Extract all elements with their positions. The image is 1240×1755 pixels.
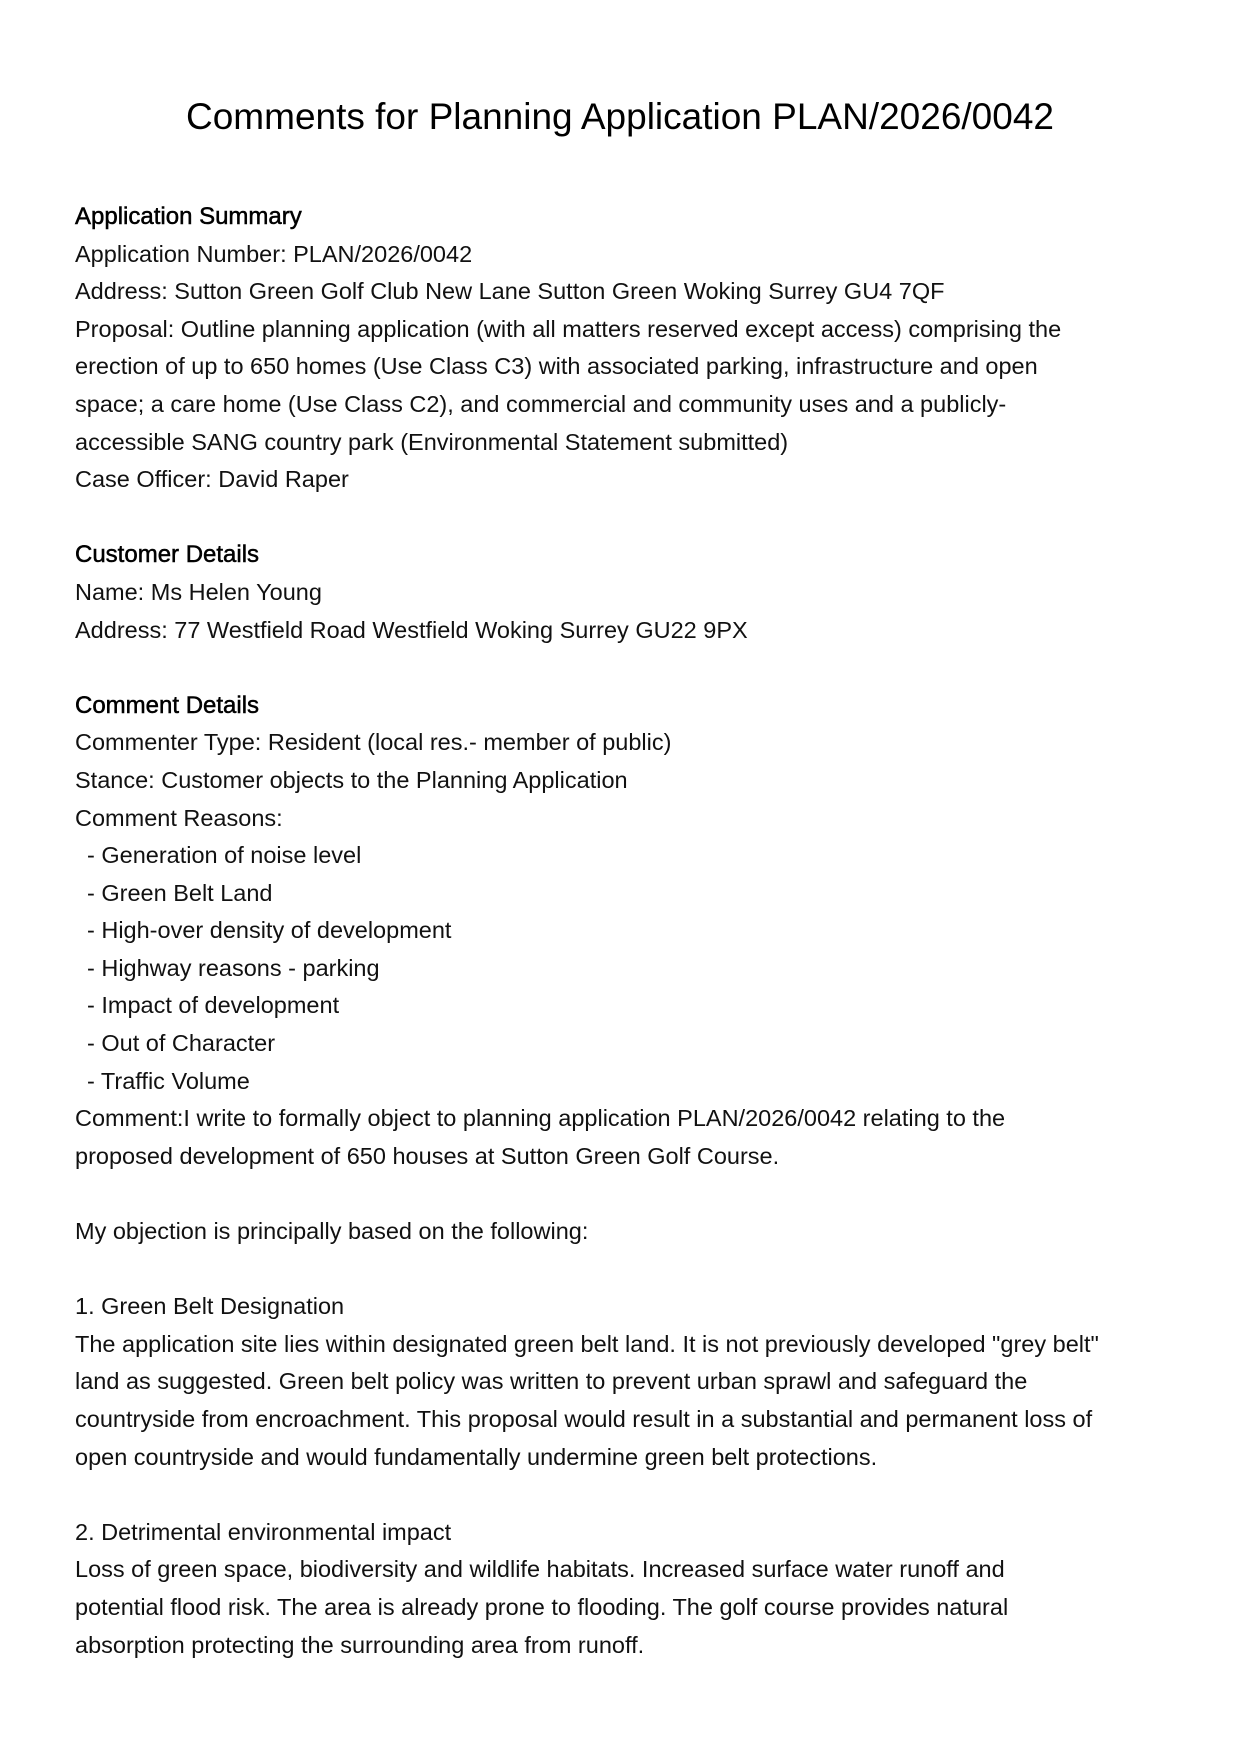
application-number: Application Number: PLAN/2026/0042 [75, 240, 473, 267]
customer-name: Name: Ms Helen Young [75, 578, 322, 605]
comment-details-heading: Comment Details [75, 691, 260, 719]
spacer [75, 1476, 1175, 1514]
list-item: - Highway reasons - parking [87, 954, 380, 981]
comment-reasons-list [75, 837, 1175, 1100]
comment-reasons-label: Comment Reasons: [75, 804, 283, 831]
objection-line: potential flood risk. The area is already prone to flooding. The golf course provides natural [75, 1593, 1009, 1620]
list-item: - High-over density of development [87, 917, 452, 944]
commenter-type: Commenter Type: Resident (local res.- member of public) [75, 729, 672, 756]
stance: Stance: Customer objects to the Planning Application [75, 766, 628, 793]
proposal-line: space; a care home (Use Class C2), and commercial and community uses and a publicly- [75, 390, 1007, 417]
proposal-line: Proposal: Outline planning application (with all matters reserved except access) comprising the [75, 315, 1062, 342]
proposal-line: accessible SANG country park (Environmental Statement submitted) [75, 428, 789, 455]
objection-line: absorption protecting the surrounding area from runoff. [75, 1631, 645, 1658]
application-summary-heading: Application Summary [75, 203, 302, 230]
objection-section-environment [75, 1514, 1175, 1664]
objection-intro: My objection is principally based on the following: [75, 1218, 589, 1245]
proposal-line: erection of up to 650 homes (Use Class C3) with associated parking, infrastructure and open [75, 353, 1038, 380]
objection-heading: 1. Green Belt Designation [75, 1293, 345, 1320]
comment-line: Comment:I write to formally object to planning application PLAN/2026/0042 relating to the [75, 1105, 1006, 1132]
spacer [75, 1175, 1175, 1213]
spacer [75, 499, 1175, 537]
comment-details-section [75, 687, 1175, 1664]
case-officer: Case Officer: David Raper [75, 466, 349, 493]
spacer [75, 1251, 1175, 1289]
objection-line: countryside from encroachment. This proposal would result in a substantial and permanent loss of [75, 1406, 1093, 1432]
list-item: - Out of Character [87, 1030, 276, 1057]
list-item: - Generation of noise level [87, 842, 362, 869]
comment-line: proposed development of 650 houses at Sutton Green Golf Course. [75, 1142, 780, 1169]
list-item: - Impact of development [87, 992, 340, 1019]
objection-line: Loss of green space, biodiversity and wildlife habitats. Increased surface water runoff and [75, 1556, 1005, 1583]
list-item: - Traffic Volume [87, 1067, 250, 1094]
application-summary-section [75, 198, 1175, 499]
page-title: Comments for Planning Application PLAN/2026/0042 [186, 96, 1054, 137]
objection-section-green-belt [75, 1288, 1175, 1476]
customer-details-section [75, 536, 1175, 649]
proposal-text [75, 311, 1175, 461]
document-body [75, 198, 1175, 1664]
spacer [75, 649, 1175, 687]
customer-address: Address: 77 Westfield Road Westfield Woking Surrey GU22 9PX [75, 616, 748, 643]
list-item: - Green Belt Land [87, 879, 273, 906]
objection-line: land as suggested. Green belt policy was written to prevent urban sprawl and safeguard the [75, 1368, 1028, 1395]
objection-line: The application site lies within designated green belt land. It is not previously developed "grey belt" [75, 1330, 1099, 1357]
objection-line: open countryside and would fundamentally undermine green belt protections. [75, 1443, 878, 1470]
objection-heading: 2. Detrimental environmental impact [75, 1518, 452, 1545]
comment-text [75, 1100, 1175, 1175]
customer-details-heading: Customer Details [75, 541, 260, 569]
site-address: Address: Sutton Green Golf Club New Lane Sutton Green Woking Surrey GU4 7QF [75, 278, 945, 305]
